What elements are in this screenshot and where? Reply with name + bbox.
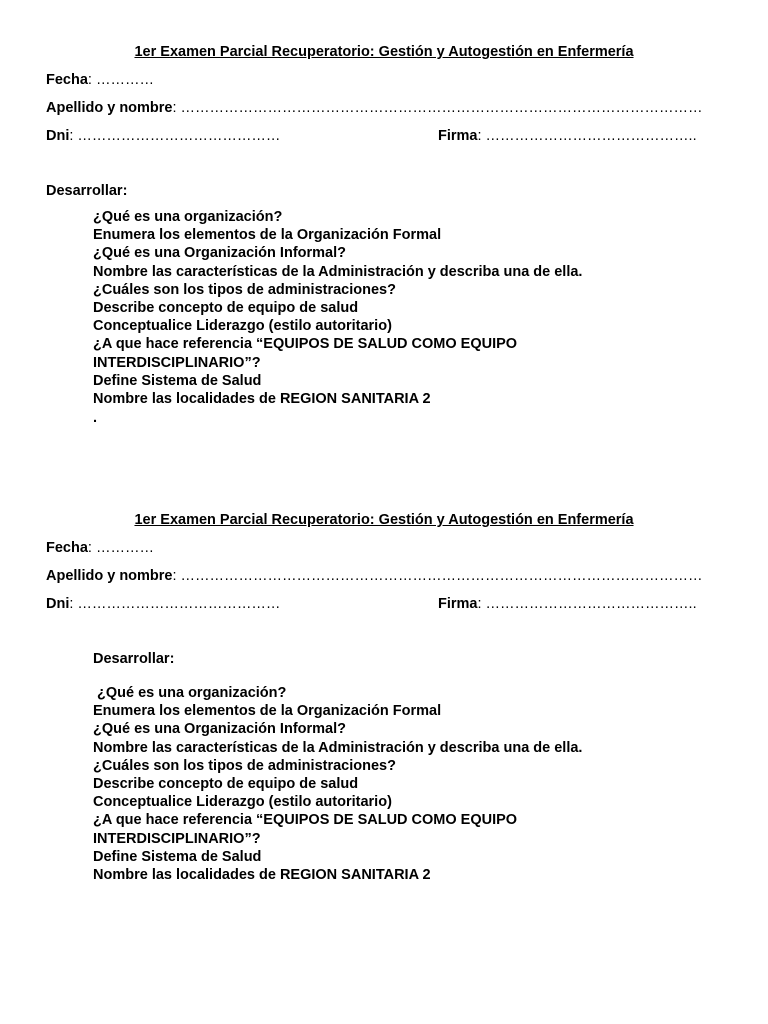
question-text: ¿A que hace referencia “EQUIPOS DE SALUD COMO EQUIPO INTERDISCIPLINARIO”?	[93, 336, 518, 371]
question-item	[0, 720, 653, 738]
question-list	[0, 208, 653, 408]
question-text: Nombre las características de la Administración y describa una de ella.	[93, 739, 583, 756]
question-item	[0, 775, 653, 793]
question-item	[0, 281, 653, 299]
question-text: Conceptualice Liderazgo (estilo autoritario)	[93, 318, 392, 335]
question-item	[0, 372, 653, 390]
fecha-field	[46, 70, 154, 90]
firma-label: Firma	[438, 128, 478, 144]
question-text: ¿A que hace referencia “EQUIPOS DE SALUD COMO EQUIPO INTERDISCIPLINARIO”?	[93, 812, 518, 847]
exam-copy-1	[0, 42, 768, 426]
question-item	[0, 263, 653, 281]
dni-field	[46, 594, 280, 614]
exam-title: 1er Examen Parcial Recuperatorio: Gestión y Autogestión en Enfermería	[134, 44, 634, 60]
question-item	[0, 244, 653, 262]
question-text: ¿Qué es una Organización Informal?	[93, 721, 346, 738]
apellido-field	[46, 98, 703, 118]
question-item	[0, 390, 653, 408]
question-item	[0, 848, 653, 866]
question-text: Nombre las características de la Administración y describa una de ella.	[93, 263, 583, 280]
question-item	[0, 335, 653, 371]
question-text: Describe concepto de equipo de salud	[93, 300, 359, 317]
question-item	[0, 684, 653, 702]
question-item	[0, 793, 653, 811]
dni-label: Dni	[46, 128, 70, 144]
question-item	[0, 226, 653, 244]
section-heading: Desarrollar:	[93, 651, 175, 667]
question-text: Nombre las localidades de REGION SANITARIA 2	[93, 391, 431, 408]
dni-blank: : ……………………………………	[69, 128, 281, 144]
question-text: ¿Qué es una Organización Informal?	[93, 245, 346, 262]
question-item	[0, 317, 653, 335]
question-text: ¿Cuáles son los tipos de administraciones?	[93, 281, 396, 298]
question-item	[0, 299, 653, 317]
fecha-blank: : …………	[87, 72, 154, 88]
question-item	[0, 208, 653, 226]
exam-title: 1er Examen Parcial Recuperatorio: Gestión y Autogestión en Enfermería	[134, 512, 634, 528]
firma-field	[438, 594, 697, 614]
firma-blank: : ……………………………………..	[477, 128, 697, 144]
question-item	[0, 866, 653, 884]
fecha-blank: : …………	[87, 540, 154, 556]
question-text: Define Sistema de Salud	[93, 372, 262, 389]
question-text: Describe concepto de equipo de salud	[93, 776, 359, 793]
question-text: Enumera los elementos de la Organización Formal	[93, 227, 442, 244]
question-text: Conceptualice Liderazgo (estilo autoritario)	[93, 794, 392, 811]
fecha-label: Fecha	[46, 540, 88, 556]
firma-label: Firma	[438, 596, 478, 612]
dni-field	[46, 126, 280, 146]
firma-field	[438, 126, 697, 146]
apellido-label: Apellido y nombre	[46, 100, 173, 116]
question-text: Enumera los elementos de la Organización Formal	[93, 703, 442, 720]
question-item	[0, 702, 653, 720]
apellido-blank: : ………………………………………………………………………………………………	[172, 100, 703, 116]
question-text: Define Sistema de Salud	[93, 848, 262, 865]
apellido-label: Apellido y nombre	[46, 568, 173, 584]
apellido-blank: : ………………………………………………………………………………………………	[172, 568, 703, 584]
question-text: Nombre las localidades de REGION SANITARIA 2	[93, 867, 431, 884]
firma-blank: : ……………………………………..	[477, 596, 697, 612]
question-item	[0, 739, 653, 757]
trailing-period: .	[93, 410, 98, 426]
question-text: ¿Qué es una organización?	[93, 685, 287, 701]
exam-copy-2	[0, 510, 768, 884]
dni-blank: : ……………………………………	[69, 596, 281, 612]
question-item	[0, 757, 653, 775]
fecha-field	[46, 538, 154, 558]
question-text: ¿Qué es una organización?	[93, 209, 283, 225]
question-text: ¿Cuáles son los tipos de administraciones?	[93, 757, 396, 774]
fecha-label: Fecha	[46, 72, 88, 88]
apellido-field	[46, 566, 703, 586]
section-heading: Desarrollar:	[46, 183, 128, 199]
question-item	[0, 811, 653, 847]
question-list	[0, 684, 653, 884]
dni-label: Dni	[46, 596, 70, 612]
